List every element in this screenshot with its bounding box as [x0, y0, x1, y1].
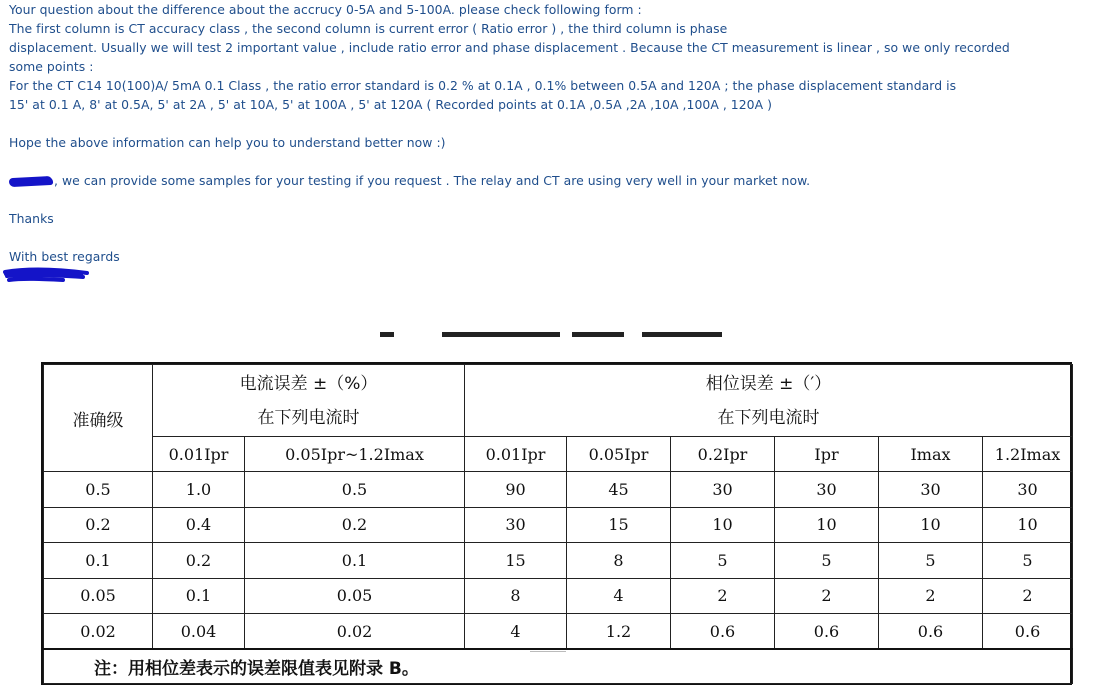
- signature-redaction: [3, 266, 89, 286]
- current-error-cell: 0.02: [245, 614, 465, 650]
- phase-error-cell: 8: [567, 543, 671, 579]
- phase-error-cell: 0.6: [775, 614, 879, 650]
- class-cell: 0.02: [44, 614, 153, 650]
- phase-error-cell: 90: [465, 472, 567, 508]
- email-line: The first column is CT accuracy class , the second column is current error ( Ratio error ) , the third column is phase: [9, 21, 728, 36]
- email-line: Your question about the difference about the accrucy 0-5A and 5-100A. please check following form :: [9, 2, 642, 17]
- current-error-cell: 0.5: [245, 472, 465, 508]
- table-row: [44, 543, 1073, 579]
- phase-error-cell: 2: [983, 578, 1073, 614]
- phase-error-cell: 10: [879, 507, 983, 543]
- phase-error-cell: 8: [465, 578, 567, 614]
- phase-error-cell: 5: [983, 543, 1073, 579]
- phase-error-cell: 10: [671, 507, 775, 543]
- regards-line: With best regards: [9, 249, 120, 264]
- phase-error-cell: 45: [567, 472, 671, 508]
- class-header: 准确级: [44, 365, 153, 472]
- current-error-cell: 1.0: [153, 472, 245, 508]
- email-body: [9, 0, 1084, 266]
- phase-col-header: Ipr: [775, 437, 879, 472]
- current-error-title: 电流误差 ±（%）: [239, 373, 378, 394]
- class-cell: 0.05: [44, 578, 153, 614]
- table-row: [44, 578, 1073, 614]
- phase-error-header: [465, 365, 1073, 437]
- class-cell: 0.2: [44, 507, 153, 543]
- current-error-cell: 0.2: [153, 543, 245, 579]
- current-error-cell: 0.1: [245, 543, 465, 579]
- phase-error-cell: 30: [983, 472, 1073, 508]
- current-error-header: [153, 365, 465, 437]
- class-cell: 0.1: [44, 543, 153, 579]
- samples-text: , we can provide some samples for your testing if you request . The relay and CT are using very well in your market now.: [54, 173, 811, 188]
- table-row: [44, 507, 1073, 543]
- table-row: [44, 472, 1073, 508]
- phase-col-header: 0.01Ipr: [465, 437, 567, 472]
- phase-error-cell: 30: [671, 472, 775, 508]
- thanks-line: Thanks: [9, 211, 54, 226]
- phase-error-cell: 5: [671, 543, 775, 579]
- phase-error-cell: 4: [567, 578, 671, 614]
- phase-error-cell: 0.6: [879, 614, 983, 650]
- phase-error-title: 相位误差 ±（′）: [705, 373, 832, 394]
- current-col-header: 0.01Ipr: [153, 437, 245, 472]
- phase-error-cell: 15: [465, 543, 567, 579]
- phase-error-cell: 1.2: [567, 614, 671, 650]
- phase-col-header: 0.2Ipr: [671, 437, 775, 472]
- table-note: 注：用相位差表示的误差限值表见附录 B。: [44, 649, 1073, 683]
- current-error-cell: 0.04: [153, 614, 245, 650]
- hope-line: Hope the above information can help you to understand better now :): [9, 135, 446, 150]
- phase-error-cell: 30: [465, 507, 567, 543]
- phase-error-subtitle: 在下列电流时: [717, 407, 820, 428]
- phase-col-header: Imax: [879, 437, 983, 472]
- current-error-cell: 0.1: [153, 578, 245, 614]
- phase-col-header: 0.05Ipr: [567, 437, 671, 472]
- accuracy-table: [41, 362, 1072, 685]
- email-line: displacement. Usually we will test 2 important value , include ratio error and phase displacement . Because the CT measurement is linear , so we only recorded: [9, 40, 1010, 55]
- phase-error-cell: 15: [567, 507, 671, 543]
- phase-error-cell: 2: [671, 578, 775, 614]
- phase-error-cell: 30: [775, 472, 879, 508]
- email-line: some points :: [9, 59, 94, 74]
- current-error-cell: 0.05: [245, 578, 465, 614]
- phase-error-cell: 5: [775, 543, 879, 579]
- phase-error-cell: 0.6: [983, 614, 1073, 650]
- cropped-table-title: [380, 327, 740, 337]
- phase-error-cell: 0.6: [671, 614, 775, 650]
- pencil-mark: [530, 651, 566, 652]
- phase-col-header: 1.2Imax: [983, 437, 1073, 472]
- phase-error-cell: 30: [879, 472, 983, 508]
- samples-line: [9, 171, 1084, 190]
- email-line: For the CT C14 10(100)A/ 5mA 0.1 Class , the ratio error standard is 0.2 % at 0.1A , 0.1% between 0.5A and 120A ; the phase displacement standard is: [9, 78, 957, 93]
- class-cell: 0.5: [44, 472, 153, 508]
- current-col-header: 0.05Ipr~1.2Imax: [245, 437, 465, 472]
- current-error-cell: 0.4: [153, 507, 245, 543]
- table-row: [44, 614, 1073, 650]
- phase-error-cell: 2: [775, 578, 879, 614]
- current-error-cell: 0.2: [245, 507, 465, 543]
- phase-error-cell: 5: [879, 543, 983, 579]
- phase-error-cell: 4: [465, 614, 567, 650]
- phase-error-cell: 10: [983, 507, 1073, 543]
- redaction-scribble: [9, 176, 53, 187]
- phase-error-cell: 10: [775, 507, 879, 543]
- email-line: 15' at 0.1 A, 8' at 0.5A, 5' at 2A , 5' at 10A, 5' at 100A , 5' at 120A ( Recorded points at 0.1A ,0.5A ,2A ,10A ,100A , 120A ): [9, 97, 773, 112]
- current-error-subtitle: 在下列电流时: [257, 407, 360, 428]
- phase-error-cell: 2: [879, 578, 983, 614]
